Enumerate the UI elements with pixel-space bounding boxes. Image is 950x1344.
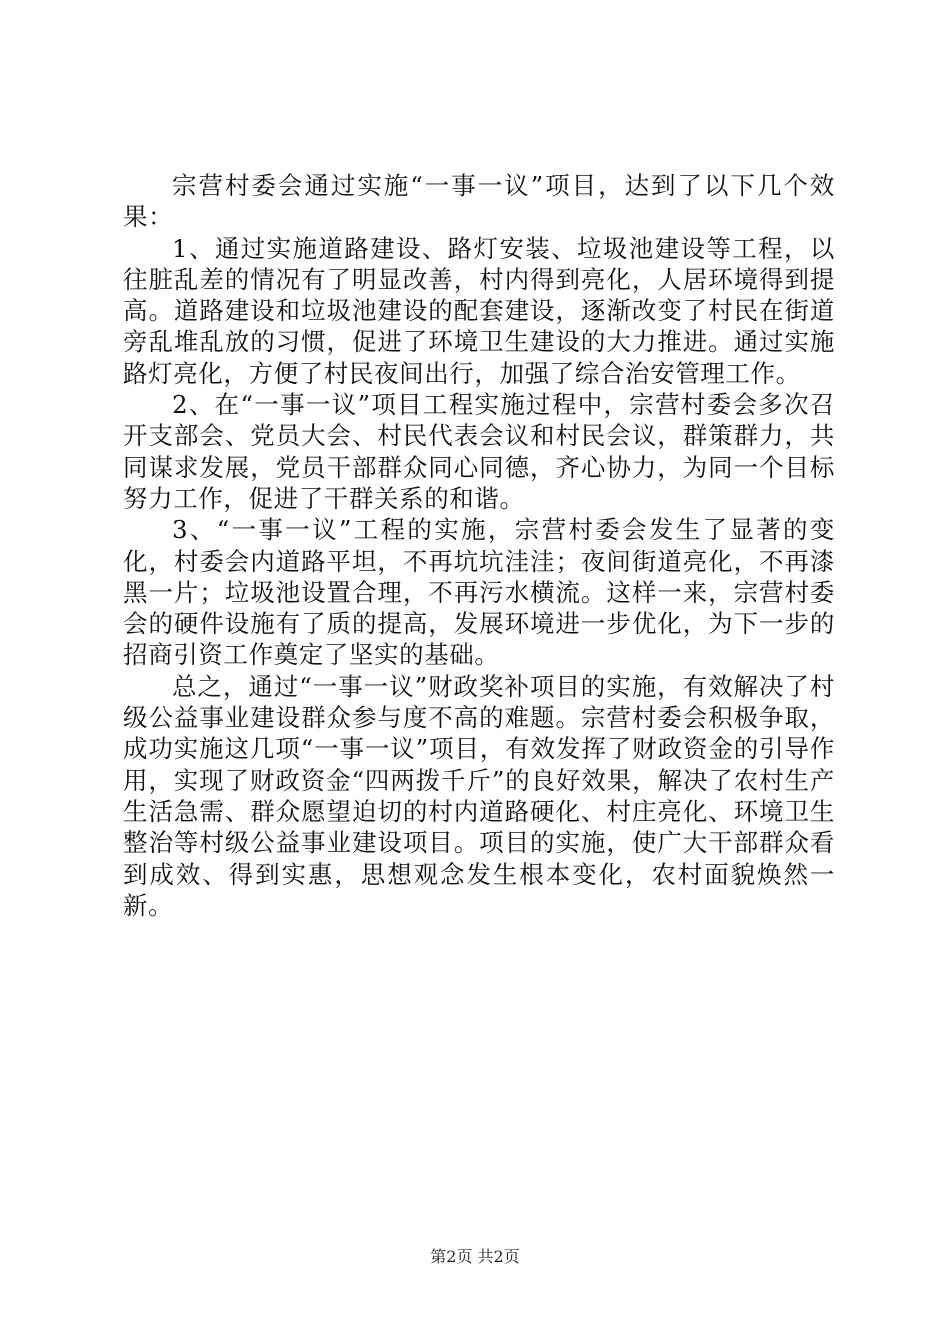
paragraph-summary: 总之，通过“一事一议”财政奖补项目的实施，有效解决了村级公益事业建设群众参与度不高的难题。宗营村委会积极争取，成功实施这几项“一事一议”项目，有效发挥了财政资金的引导作用，实现了财政资金“四两拨千斤”的良好效果，解决了农村生产生活急需、群众愿望迫切的村内道路硬化、村庄亮化、环境卫生整治等村级公益事业建设项目。项目的实施，使广大干部群众看到成效、得到实惠，思想观念发生根本变化，农村面貌焕然一新。 [123,671,835,920]
paragraph-point-3: 3、“一事一议”工程的实施，宗营村委会发生了显著的变化，村委会内道路平坦，不再坑坑洼洼；夜间街道亮化，不再漆黑一片；垃圾池设置合理，不再污水横流。这样一来，宗营村委会的硬件设施有了质的提高，发展环境进一步优化，为下一步的招商引资工作奠定了坚实的基础。 [123,515,835,670]
paragraph-intro: 宗营村委会通过实施“一事一议”项目，达到了以下几个效果： [123,171,835,232]
document-body [123,170,835,921]
page-footer: 第2页 共2页 [430,1247,520,1266]
paragraph-point-2: 2、在“一事一议”项目工程实施过程中，宗营村委会多次召开支部会、党员大会、村民代表会议和村民会议，群策群力，共同谋求发展，党员干部群众同心同德，齐心协力，为同一个目标努力工作，促进了干群关系的和谐。 [123,390,835,513]
paragraph-point-1: 1、通过实施道路建设、路灯安装、垃圾池建设等工程，以往脏乱差的情况有了明显改善，村内得到亮化，人居环境得到提高。道路建设和垃圾池建设的配套建设，逐渐改变了村民在街道旁乱堆乱放的习惯，促进了环境卫生建设的大力推进。通过实施路灯亮化，方便了村民夜间出行，加强了综合治安管理工作。 [123,233,835,388]
